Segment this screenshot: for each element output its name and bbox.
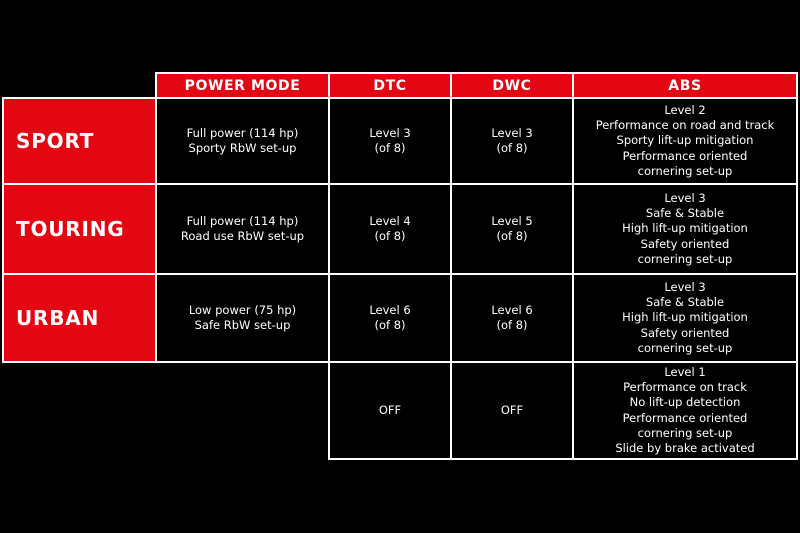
dtc-line: Level 3 [369, 125, 411, 140]
abs-line: Level 2 [664, 102, 706, 117]
power-line: Full power (114 hp) [186, 213, 299, 228]
mode-label: SPORT [16, 129, 95, 153]
sport-dwc-cell [450, 97, 574, 185]
dwc-line: (of 8) [496, 318, 528, 332]
dtc-line: (of 8) [374, 318, 406, 332]
header-dtc [328, 72, 452, 99]
abs-line: Performance oriented [622, 148, 748, 163]
header-dwc-label: DWC [492, 77, 532, 94]
mode-label: TOURING [16, 217, 125, 241]
abs-line: Safe & Stable [645, 206, 725, 221]
abs-line: Sporty lift-up mitigation [616, 133, 754, 148]
abs-line: Performance on road and track [595, 118, 775, 133]
abs-line: High lift-up mitigation [622, 221, 748, 236]
power-line: Road use RbW set-up [180, 229, 305, 243]
header-abs [572, 72, 798, 99]
dtc-line: Level 6 [369, 302, 411, 317]
header-abs-label: ABS [668, 77, 702, 94]
header-dwc [450, 72, 574, 99]
abs-line: cornering set-up [637, 425, 733, 440]
touring-dtc-cell [328, 183, 452, 275]
sport-dtc-cell [328, 97, 452, 185]
abs-line: cornering set-up [637, 251, 733, 266]
abs-line: Slide by brake activated [615, 441, 755, 456]
touring-power-cell [155, 183, 330, 275]
dwc-line: Level 6 [491, 302, 533, 317]
abs-line: Level 1 [664, 364, 706, 379]
dtc-line: (of 8) [374, 141, 406, 155]
abs-line: Level 3 [664, 190, 706, 205]
header-dtc-label: DTC [373, 77, 407, 94]
urban-abs-cell [572, 273, 798, 363]
off-dtc-cell [328, 361, 452, 460]
header-power-mode-label: POWER MODE [184, 77, 301, 94]
power-line: Full power (114 hp) [186, 125, 299, 140]
abs-line: Safe & Stable [645, 295, 725, 310]
abs-line: Safety oriented [640, 325, 730, 340]
mode-label: URBAN [16, 306, 100, 330]
urban-dtc-cell [328, 273, 452, 363]
off-dwc-cell [450, 361, 574, 460]
abs-line: cornering set-up [637, 340, 733, 355]
sport-abs-cell [572, 97, 798, 185]
header-power-mode [155, 72, 330, 99]
abs-line: Performance on track [623, 379, 747, 394]
dtc-line: OFF [378, 402, 402, 417]
dtc-line: Level 4 [369, 213, 411, 228]
dtc-line: (of 8) [374, 229, 406, 243]
off-abs-cell [572, 361, 798, 460]
power-line: Safe RbW set-up [194, 318, 291, 332]
abs-line: Safety oriented [640, 236, 730, 251]
abs-line: High lift-up mitigation [622, 310, 748, 325]
dwc-line: (of 8) [496, 229, 528, 243]
touring-abs-cell [572, 183, 798, 275]
urban-dwc-cell [450, 273, 574, 363]
dwc-line: (of 8) [496, 141, 528, 155]
abs-line: No lift-up detection [629, 395, 741, 410]
mode-urban [2, 273, 157, 363]
power-line: Sporty RbW set-up [188, 141, 297, 155]
touring-dwc-cell [450, 183, 574, 275]
mode-sport [2, 97, 157, 185]
dwc-line: Level 5 [491, 213, 533, 228]
abs-line: cornering set-up [637, 163, 733, 178]
mode-touring [2, 183, 157, 275]
dwc-line: OFF [500, 402, 524, 417]
abs-line: Level 3 [664, 279, 706, 294]
sport-power-cell [155, 97, 330, 185]
abs-line: Performance oriented [622, 410, 748, 425]
urban-power-cell [155, 273, 330, 363]
power-line: Low power (75 hp) [188, 302, 297, 317]
dwc-line: Level 3 [491, 125, 533, 140]
